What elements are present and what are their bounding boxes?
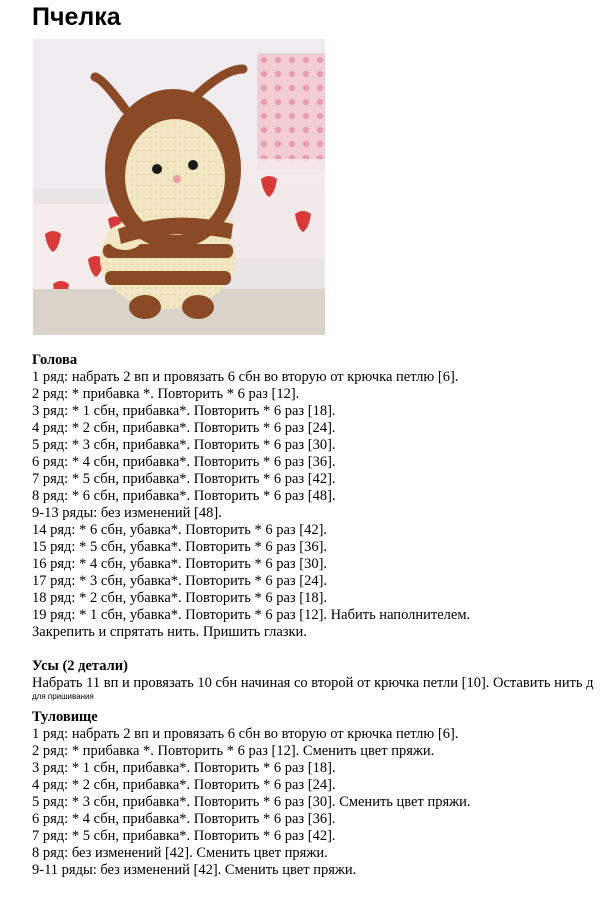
antennae-section <box>32 658 600 702</box>
head-line: 3 ряд: * 1 сбн, прибавка*. Повторить * 6 раз [18]. <box>32 403 336 419</box>
body-section <box>32 709 600 879</box>
head-line: 18 ряд: * 2 сбн, убавка*. Повторить * 6 раз [18]. <box>32 590 328 606</box>
body-line: 6 ряд: * 4 сбн, прибавка*. Повторить * 6 раз [36]. <box>32 811 336 827</box>
head-line: 17 ряд: * 3 сбн, убавка*. Повторить * 6 раз [24]. <box>32 573 328 589</box>
body-line: 8 ряд: без изменений [42]. Сменить цвет пряжи. <box>32 845 328 861</box>
body-line: 5 ряд: * 3 сбн, прибавка*. Повторить * 6 раз [30]. Сменить цвет пряжи. <box>32 794 471 810</box>
body-line: 1 ряд: набрать 2 вп и провязать 6 сбн во вторую от крючка петлю [6]. <box>32 726 459 742</box>
body-line: 4 ряд: * 2 сбн, прибавка*. Повторить * 6 раз [24]. <box>32 777 336 793</box>
head-line: 14 ряд: * 6 сбн, убавка*. Повторить * 6 раз [42]. <box>32 522 328 538</box>
head-line: 7 ряд: * 5 сбн, прибавка*. Повторить * 6 раз [42]. <box>32 471 336 487</box>
bee-photo <box>33 39 325 335</box>
body-line: 7 ряд: * 5 сбн, прибавка*. Повторить * 6 раз [42]. <box>32 828 336 844</box>
head-line: 1 ряд: набрать 2 вп и провязать 6 сбн во вторую от крючка петлю [6]. <box>32 369 459 385</box>
head-line: 9-13 ряды: без изменений [48]. <box>32 505 222 521</box>
head-line: 15 ряд: * 5 сбн, убавка*. Повторить * 6 раз [36]. <box>32 539 328 555</box>
head-line: 19 ряд: * 1 сбн, убавка*. Повторить * 6 раз [12]. Набить наполнителем. <box>32 607 471 623</box>
head-section <box>32 352 600 641</box>
antennae-line: Набрать 11 вп и провязать 10 сбн начиная со второй от крючка петли [10]. Оставить нить д <box>32 675 594 691</box>
head-line: 6 ряд: * 4 сбн, прибавка*. Повторить * 6 раз [36]. <box>32 454 336 470</box>
body-line: 3 ряд: * 1 сбн, прибавка*. Повторить * 6 раз [18]. <box>32 760 336 776</box>
head-line: 4 ряд: * 2 сбн, прибавка*. Повторить * 6 раз [24]. <box>32 420 336 436</box>
antennae-heading: Усы (2 детали) <box>32 658 128 674</box>
head-line: 8 ряд: * 6 сбн, прибавка*. Повторить * 6 раз [48]. <box>32 488 336 504</box>
head-heading: Голова <box>32 352 78 368</box>
body-heading: Туловище <box>32 709 98 725</box>
head-line: 16 ряд: * 4 сбн, убавка*. Повторить * 6 раз [30]. <box>32 556 328 572</box>
antennae-note: для пришивания <box>32 692 94 701</box>
page-title: Пчелка <box>32 3 121 31</box>
head-line: 2 ряд: * прибавка *. Повторить * 6 раз [12]. <box>32 386 300 402</box>
head-line: 5 ряд: * 3 сбн, прибавка*. Повторить * 6 раз [30]. <box>32 437 336 453</box>
head-line: Закрепить и спрятать нить. Пришить глазки. <box>32 624 307 640</box>
body-line: 2 ряд: * прибавка *. Повторить * 6 раз [12]. Сменить цвет пряжи. <box>32 743 435 759</box>
body-line: 9-11 ряды: без изменений [42]. Сменить цвет пряжи. <box>32 862 357 878</box>
